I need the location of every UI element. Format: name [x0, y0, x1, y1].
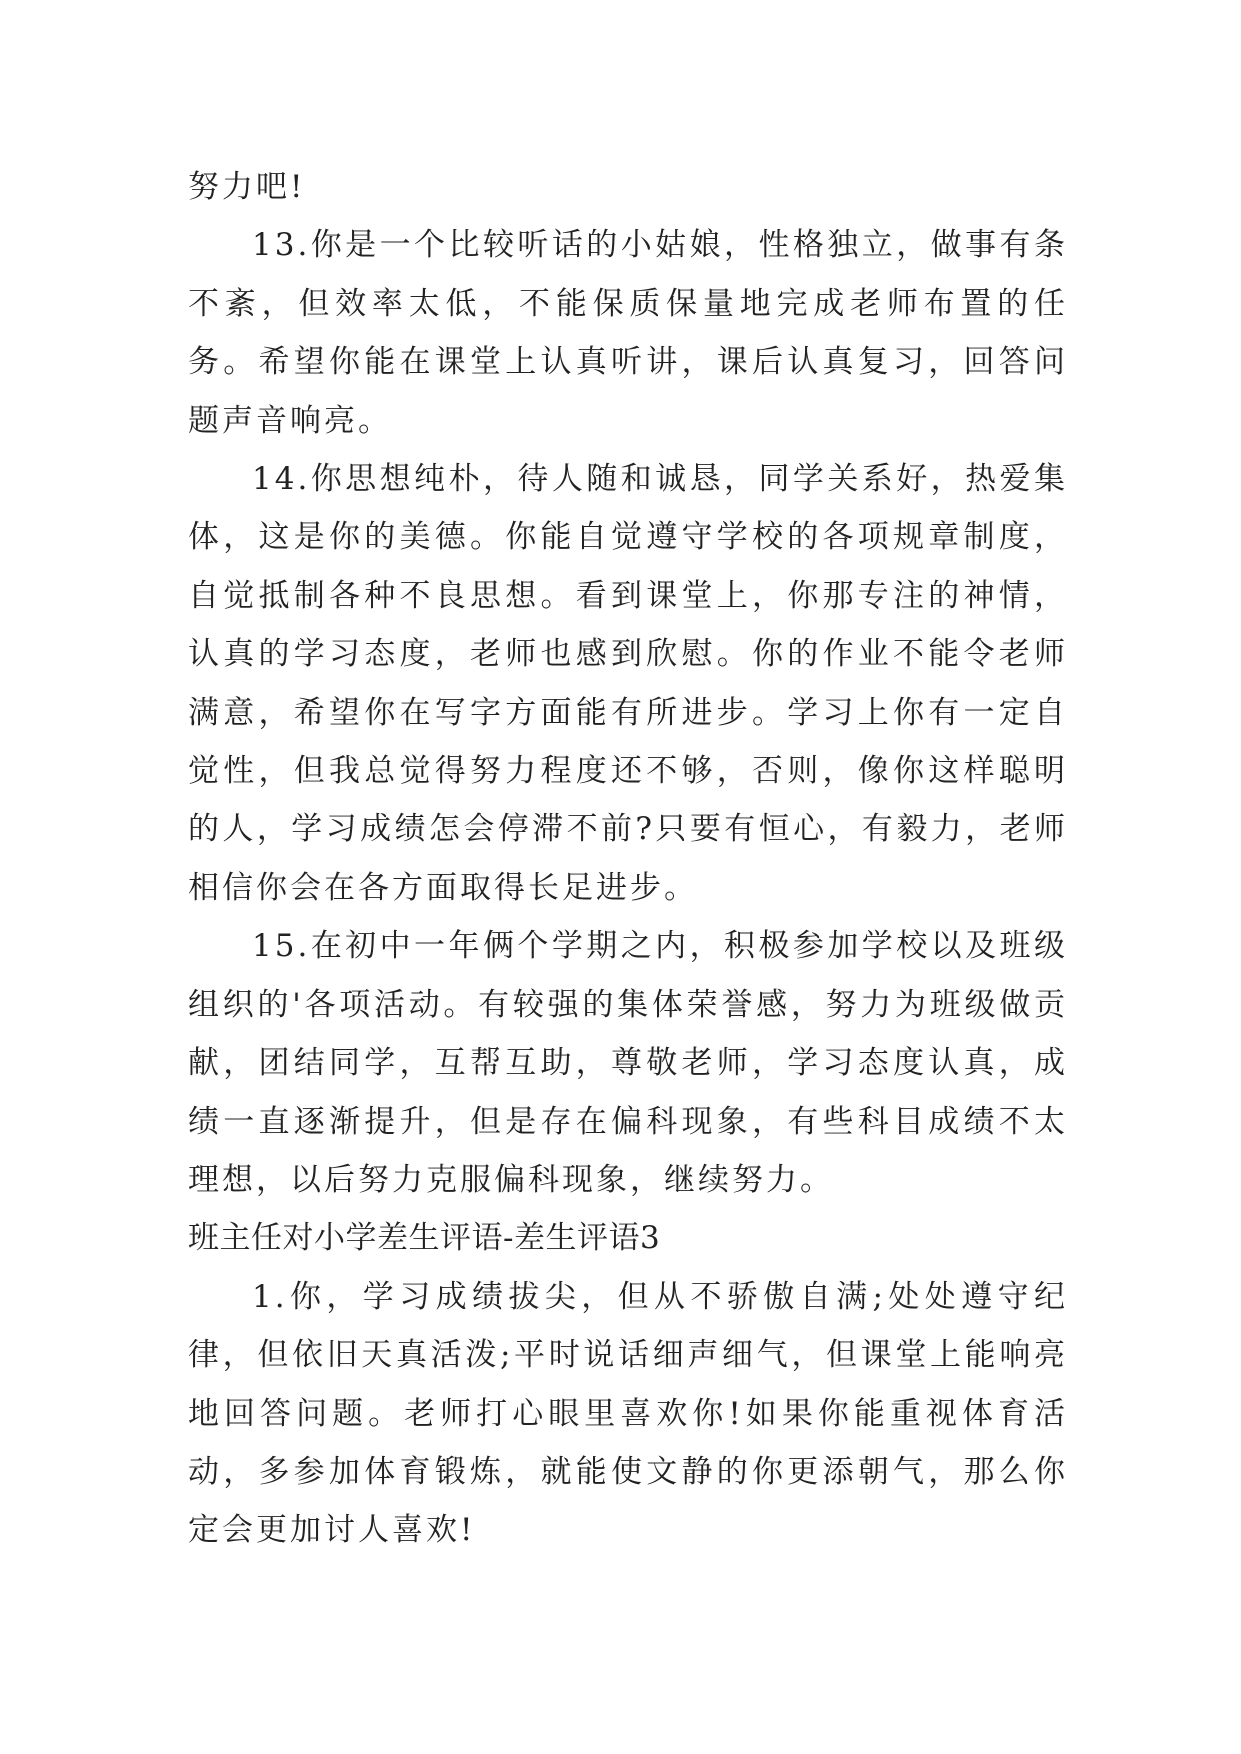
paragraph-item-13: 13.你是一个比较听话的小姑娘，性格独立，做事有条不紊，但效率太低，不能保质保量地完成老师布置的任务。希望你能在课堂上认真听讲，课后认真复习，回答问题声音响亮。 [188, 227, 1068, 439]
paragraph-item-15: 15.在初中一年俩个学期之内，积极参加学校以及班级组织的'各项活动。有较强的集体荣誉感，努力为班级做贡献，团结同学，互帮互助，尊敬老师，学习态度认真，成绩一直逐渐提升，但是存在偏科现象，有些科目成绩不太理想，以后努力克服偏科现象，继续努力。 [188, 928, 1068, 1198]
paragraph-intro-tail: 努力吧! [188, 169, 306, 205]
paragraph-item-14: 14.你思想纯朴，待人随和诚恳，同学关系好，热爱集体，这是你的美德。你能自觉遵守学校的各项规章制度，自觉抵制各种不良思想。看到课堂上，你那专注的神情，认真的学习态度，老师也感到欣慰。你的作业不能令老师满意，希望你在写字方面能有所进步。学习上你有一定自觉性，但我总觉得努力程度还不够，否则，像你这样聪明的人，学习成绩怎会停滞不前?只要有恒心，有毅力，老师相信你会在各方面取得长足进步。 [188, 461, 1068, 906]
section-heading: 班主任对小学差生评语-差生评语3 [188, 1220, 661, 1257]
paragraph-item-1: 1.你，学习成绩拔尖，但从不骄傲自满;处处遵守纪律，但依旧天真活泼;平时说话细声细气，但课堂上能响亮地回答问题。老师打心眼里喜欢你!如果你能重视体育活动，多参加体育锻炼，就能使文静的你更添朝气，那么你定会更加讨人喜欢! [188, 1278, 1068, 1549]
document-body [188, 158, 1068, 1560]
